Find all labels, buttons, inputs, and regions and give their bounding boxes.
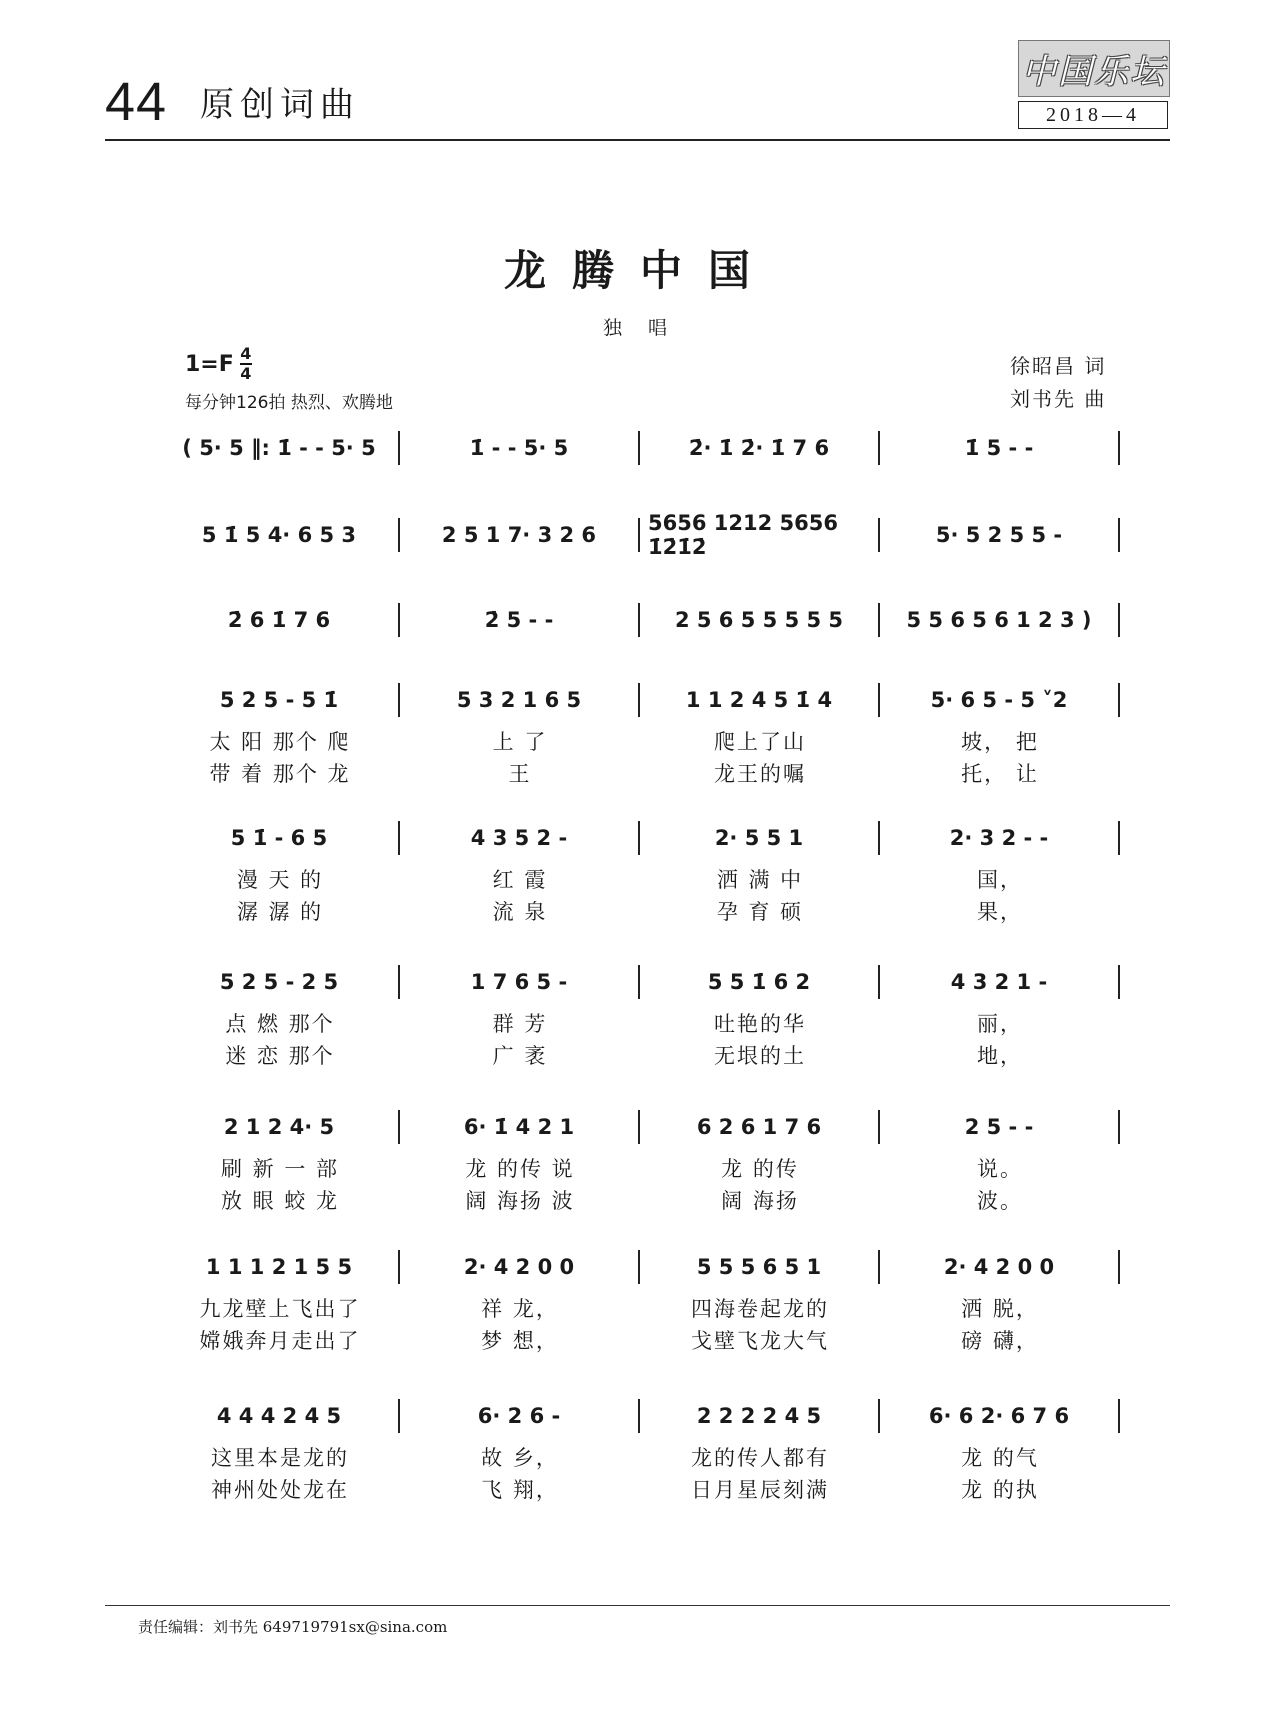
score-row <box>160 511 1120 559</box>
measure: 6· 1̇ 4 2 1 <box>463 1115 575 1139</box>
measure: 2 5 - - <box>964 1115 1034 1139</box>
lyric-segment: 丽， <box>977 1012 1023 1036</box>
lyric-row-1 <box>160 1293 1120 1323</box>
measure: 2̇· 1̇ 2̇· 1̇ 7 6 <box>688 436 830 460</box>
barline <box>1118 518 1120 552</box>
barline <box>1118 603 1120 637</box>
lyric-segment: 嫦娥奔月走出了 <box>199 1329 361 1353</box>
measure: 5· 5 2 5 5 - <box>935 523 1063 547</box>
lyric-segment: 阔 海扬 波 <box>465 1189 575 1213</box>
measure: 5 1̇ - 6 5 <box>230 826 328 850</box>
measure: 2 5 6 5 5 5 5 5 <box>674 608 844 632</box>
lyric-segment: 洒 满 中 <box>716 868 804 892</box>
key-signature <box>185 345 252 383</box>
lyric-row-2 <box>160 758 1120 788</box>
score-row <box>160 818 1120 858</box>
time-bottom: 4 <box>240 364 252 383</box>
score-row <box>160 1107 1120 1147</box>
lyric-row-1 <box>160 1008 1120 1038</box>
lyric-segment: 龙 的气 <box>961 1446 1039 1470</box>
lyric-segment: 四海卷起龙的 <box>691 1297 829 1321</box>
measure: 5 3 2 1 6 5 <box>456 688 582 712</box>
lyric-segment: 这里本是龙的 <box>211 1446 349 1470</box>
measure: 2· 5 5 1 <box>714 826 804 850</box>
barline <box>1118 1399 1120 1433</box>
lyric-segment: 说。 <box>977 1157 1023 1181</box>
measure: 2 1 2 4· 5 <box>223 1115 335 1139</box>
lyric-segment: 爬上了山 <box>714 730 806 754</box>
lyric-segment: 广 袤 <box>492 1044 548 1068</box>
lyric-segment: 红 霞 <box>492 868 548 892</box>
footer-divider <box>105 1605 1170 1606</box>
lyric-segment: 龙的传人都有 <box>691 1446 829 1470</box>
barline <box>1118 965 1120 999</box>
magazine-logo-text: 中国乐坛 <box>1022 52 1166 92</box>
lyric-segment: 龙王的嘱 <box>714 762 806 786</box>
lyric-segment: 王 <box>508 762 532 786</box>
lyric-segment: 神州处处龙在 <box>211 1478 349 1502</box>
measure: 4 3 2 1 - <box>950 970 1048 994</box>
lyric-segment: 潺 潺 的 <box>236 900 324 924</box>
measure: 5 1̇ 5 4· 6 5 3 <box>201 523 357 547</box>
lyric-segment: 吐艳的华 <box>714 1012 806 1036</box>
barline <box>1118 683 1120 717</box>
lyric-segment: 地， <box>977 1044 1023 1068</box>
measure: 1 7 6 5 - <box>470 970 568 994</box>
lyric-segment: 故 乡， <box>481 1446 559 1470</box>
measure: 4 3 5 2 - <box>470 826 568 850</box>
lyric-segment: 群 芳 <box>492 1012 548 1036</box>
measure: 1 1 2 4 5 1̇ 4 <box>685 688 833 712</box>
lyric-segment: 飞 翔， <box>481 1478 559 1502</box>
lyric-segment: 九龙壁上飞出了 <box>199 1297 361 1321</box>
barline <box>1118 1110 1120 1144</box>
lyric-segment: 漫 天 的 <box>236 868 324 892</box>
measure: 5· 6 5 - 5 ˅2 <box>930 688 1068 712</box>
lyric-segment: 无垠的土 <box>714 1044 806 1068</box>
lyric-row-1 <box>160 1442 1120 1472</box>
measure: 2· 4 2 0 0 <box>943 1255 1055 1279</box>
lyric-segment: 带 着 那个 龙 <box>209 762 351 786</box>
measure: 2 5 1 7· 3 2 6 <box>441 523 597 547</box>
song-subtitle: 独 唱 <box>602 317 678 339</box>
lyric-row-2 <box>160 1185 1120 1215</box>
barline <box>1118 821 1120 855</box>
time-top: 4 <box>240 344 252 363</box>
measure: 6· 2 6 - <box>477 1404 561 1428</box>
lyric-segment: 太 阳 那个 爬 <box>209 730 351 754</box>
score-row <box>160 680 1120 720</box>
lyric-segment: 点 燃 那个 <box>225 1012 335 1036</box>
measure: ( 5· 5 ‖: 1̇ - - 5· 5 <box>182 436 376 460</box>
score-row <box>160 428 1120 468</box>
measure: 1̇ 5 - - <box>964 436 1034 460</box>
lyric-segment: 洒 脱， <box>961 1297 1039 1321</box>
measure: 2̇ 6 1̇ 7 6 <box>227 608 331 632</box>
lyric-segment: 迷 恋 那个 <box>225 1044 335 1068</box>
barline <box>1118 431 1120 465</box>
measure: 1̇ - - 5· 5 <box>469 436 569 460</box>
lyric-segment: 祥 龙， <box>481 1297 559 1321</box>
lyricist: 徐昭昌 词 <box>1010 354 1107 378</box>
measure: 5 5 1̇ 6 2 <box>707 970 811 994</box>
lyric-segment: 刷 新 一 部 <box>220 1157 340 1181</box>
lyric-segment: 龙 的传 <box>721 1157 799 1181</box>
composer: 刘书先 曲 <box>1010 387 1107 411</box>
lyric-segment: 日月星辰刻满 <box>691 1478 829 1502</box>
section-title: 原创词曲 <box>200 85 360 125</box>
lyric-row-2 <box>160 1474 1120 1504</box>
lyric-segment: 梦 想， <box>481 1329 559 1353</box>
score-row <box>160 1396 1120 1436</box>
measure: 4 4 4 2 4 5 <box>216 1404 342 1428</box>
song-title: 龙腾中国 <box>503 246 776 295</box>
lyric-segment: 戈壁飞龙大气 <box>691 1329 829 1353</box>
lyric-row-1 <box>160 864 1120 894</box>
lyric-segment: 托， 让 <box>961 762 1039 786</box>
lyric-segment: 磅 礴， <box>961 1329 1039 1353</box>
lyric-segment: 坡， 把 <box>961 730 1039 754</box>
measure: 1 1 1 2 1 5 5 <box>205 1255 353 1279</box>
measure: 2 2 2 2 4 5 <box>696 1404 822 1428</box>
lyric-row-1 <box>160 726 1120 756</box>
lyric-segment: 阔 海扬 <box>721 1189 799 1213</box>
lyric-segment: 孕 育 硕 <box>716 900 804 924</box>
measure: 5656 1212 5656 1̇2̇1̇2̇ <box>648 511 838 559</box>
lyric-segment: 上 了 <box>492 730 548 754</box>
lyric-row-2 <box>160 1325 1120 1355</box>
key-text: 1=F <box>185 351 234 377</box>
measure: 5 5 6 5 6 1 2 3 ) <box>906 608 1092 632</box>
lyric-segment: 果， <box>977 900 1023 924</box>
lyric-row-2 <box>160 896 1120 926</box>
editor-credit: 责任编辑：刘书先 649719791sx@sina.com <box>138 1618 448 1636</box>
header-divider <box>105 139 1170 141</box>
measure: 2̇ 5 - - <box>484 608 554 632</box>
lyric-row-1 <box>160 1153 1120 1183</box>
measure: 2· 4 2 0 0 <box>463 1255 575 1279</box>
measure: 5 2 5 - 2 5 <box>219 970 339 994</box>
lyric-segment: 龙 的传 说 <box>465 1157 575 1181</box>
magazine-logo <box>1018 40 1170 97</box>
lyric-segment: 放 眼 蛟 龙 <box>220 1189 340 1213</box>
page-number: 44 <box>105 72 168 132</box>
barline <box>1118 1250 1120 1284</box>
lyric-segment: 龙 的执 <box>961 1478 1039 1502</box>
measure: 5 5 5 6 5 1 <box>696 1255 822 1279</box>
lyric-segment: 国， <box>977 868 1023 892</box>
issue-number: 2018—4 <box>1018 101 1168 129</box>
score-row <box>160 1247 1120 1287</box>
measure: 6 2 6 1 7 6 <box>696 1115 822 1139</box>
measure: 5 2 5 - 5 1̇ <box>219 688 339 712</box>
tempo-marking: 每分钟126拍 热烈、欢腾地 <box>185 393 393 413</box>
lyric-segment: 波。 <box>977 1189 1023 1213</box>
score-row <box>160 600 1120 640</box>
measure: 6· 6 2· 6 7 6 <box>928 1404 1070 1428</box>
score-row <box>160 962 1120 1002</box>
lyric-segment: 流 泉 <box>492 900 548 924</box>
measure: 2· 3 2 - - <box>949 826 1049 850</box>
lyric-row-2 <box>160 1040 1120 1070</box>
time-signature <box>240 345 252 383</box>
